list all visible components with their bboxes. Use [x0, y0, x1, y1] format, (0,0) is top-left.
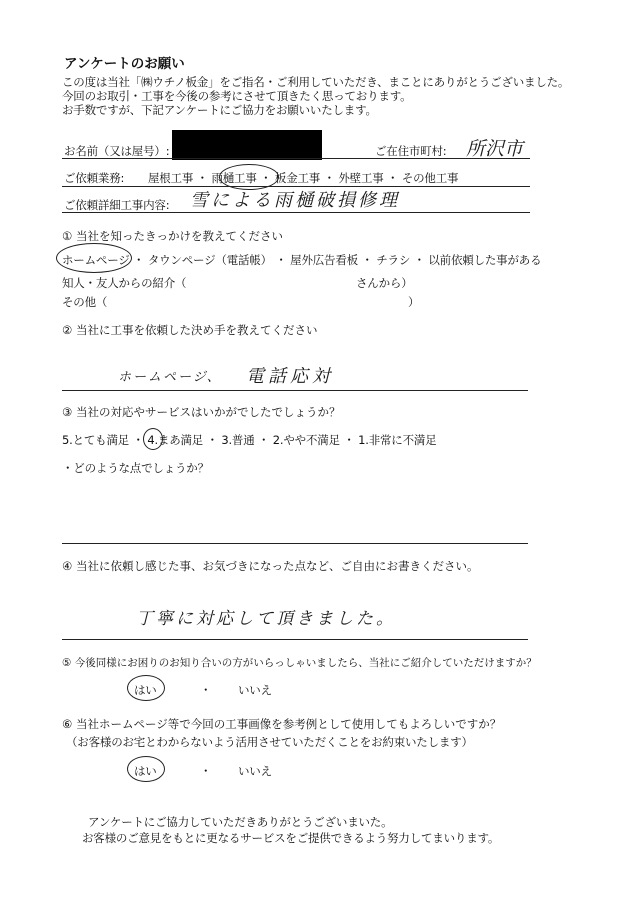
name-row-underline	[62, 158, 530, 159]
intro-line-1: この度は当社「㈱ウチノ板金」をご指名・ご利用していただき、まことにありがとうございました。	[62, 75, 570, 89]
rating-5[interactable]: 5.とても満足	[62, 433, 130, 447]
q4-number: ④	[62, 559, 73, 573]
q6-subtext: （お客様のお宅とわからないよう活用させていただくことをお約束いたします）	[66, 735, 473, 749]
q4-answer[interactable]: 丁寧に対応して頂きました。	[136, 609, 396, 629]
q3-heading	[62, 404, 340, 420]
q2-answer-part1[interactable]: ホームページ、	[118, 370, 222, 385]
q1-flyer[interactable]: チラシ	[376, 253, 411, 267]
q1-text: 当社を知ったきっかけを教えてください	[75, 229, 283, 243]
service-label: ご依頼業務:	[64, 171, 125, 185]
q1-previous[interactable]: 以前依頼した事がある	[428, 253, 542, 267]
q3-text: 当社の対応やサービスはいかがでしたでしょうか？	[75, 405, 341, 419]
q1-options	[62, 252, 541, 268]
q5-no[interactable]: いいえ	[238, 683, 272, 697]
service-sep: ・	[196, 171, 208, 185]
q4-heading	[62, 558, 478, 574]
q2-underline	[62, 390, 528, 391]
q4-underline	[62, 639, 528, 640]
q6-sep: ・	[200, 764, 212, 778]
q1-homepage[interactable]: ホームページ	[62, 253, 130, 267]
service-wall[interactable]: 外壁工事	[338, 171, 384, 185]
q2-answer-part2[interactable]: 電話応対	[246, 366, 334, 387]
detail-value[interactable]: 雪による雨樋破損修理	[190, 190, 400, 211]
q5-sep: ・	[200, 683, 212, 697]
rating-2[interactable]: 2.やや不満足	[272, 433, 340, 447]
rating-4[interactable]: 4.まあ満足	[147, 433, 204, 447]
rating-sep: ・	[206, 433, 218, 447]
service-other[interactable]: その他工事	[401, 171, 459, 185]
q1-sep: ・	[361, 253, 373, 267]
q2-text: 当社に工事を依頼した決め手を教えてください	[75, 323, 318, 337]
homepage-selection-circle	[56, 243, 132, 273]
q4-text: 当社に依頼し感じた事、お気づきになった点など、ご自由にお書きください。	[75, 559, 479, 573]
q5-text: 今後同様にお困りのお知り合いの方がいらっしゃいましたら、当社にご紹介していただけますか？	[74, 657, 537, 669]
q5-heading	[62, 655, 537, 670]
q1-referral-label[interactable]: 知人・友人からの紹介（	[62, 276, 187, 290]
service-sep: ・	[323, 171, 335, 185]
service-roof[interactable]: 屋根工事	[148, 171, 194, 185]
q1-other-label[interactable]: その他（	[62, 295, 108, 309]
city-label: ご在住市町村:	[375, 144, 447, 158]
q6-number: ⑥	[62, 717, 73, 731]
q3-followup: ・どのような点でしょうか？	[62, 461, 209, 475]
q6-no[interactable]: いいえ	[238, 764, 272, 778]
intro-line-2: 今回のお取引・工事を今後の参考にさせて頂きたく思っております。	[62, 89, 412, 103]
q1-sep: ・	[275, 253, 287, 267]
q6-text: 当社ホームページ等で今回の工事画像を参考例として使用してもよろしいですか？	[75, 717, 502, 731]
q6-heading	[62, 716, 501, 732]
service-gutter[interactable]: 雨樋工事	[211, 171, 257, 185]
q1-other-close: ）	[408, 295, 420, 309]
service-sheetmetal[interactable]: 板金工事	[274, 171, 321, 185]
q6-yes-selection-circle	[127, 756, 165, 782]
q1-referral-suffix: さんから）	[356, 276, 413, 290]
q5-yes[interactable]: はい	[134, 683, 157, 697]
q1-number: ①	[62, 229, 73, 243]
rating-sep: ・	[343, 433, 355, 447]
q2-heading	[62, 322, 317, 338]
q1-billboard[interactable]: 屋外広告看板	[290, 253, 358, 267]
rating-4-selection-circle	[143, 428, 163, 450]
q1-townpage[interactable]: タウンページ（電話帳）	[147, 253, 272, 267]
service-sep: ・	[260, 171, 272, 185]
q3-ratings	[62, 432, 437, 448]
rating-1[interactable]: 1.非常に不満足	[358, 433, 437, 447]
q1-sep: ・	[413, 253, 425, 267]
service-options	[148, 170, 458, 186]
q1-heading	[62, 228, 283, 244]
q5-number: ⑤	[62, 657, 72, 669]
name-redaction	[172, 130, 322, 160]
name-label: お名前（又は屋号）:	[64, 144, 170, 158]
detail-label: ご依頼詳細工事内容:	[64, 198, 170, 212]
rating-sep: ・	[132, 433, 144, 447]
detail-row-underline	[62, 212, 530, 213]
q3-underline	[62, 543, 528, 544]
q6-yes[interactable]: はい	[134, 764, 157, 778]
q2-number: ②	[62, 323, 73, 337]
closing-line-1: アンケートにご協力していただきありがとうございまいた。	[88, 815, 393, 829]
service-sep: ・	[387, 171, 399, 185]
q1-sep: ・	[133, 253, 145, 267]
intro-line-3: お手数ですが、下記アンケートにご協力をお願いいたします。	[62, 103, 377, 117]
rating-sep: ・	[258, 433, 270, 447]
q5-yes-selection-circle	[127, 675, 165, 701]
city-value[interactable]: 所沢市	[466, 138, 524, 160]
survey-title: アンケートのお願い	[64, 56, 185, 72]
rating-3[interactable]: 3.普通	[221, 433, 255, 447]
closing-line-2: お客様のご意見をもとに更なるサービスをご提供できるよう努力してまいります。	[82, 831, 500, 845]
q3-number: ③	[62, 405, 73, 419]
